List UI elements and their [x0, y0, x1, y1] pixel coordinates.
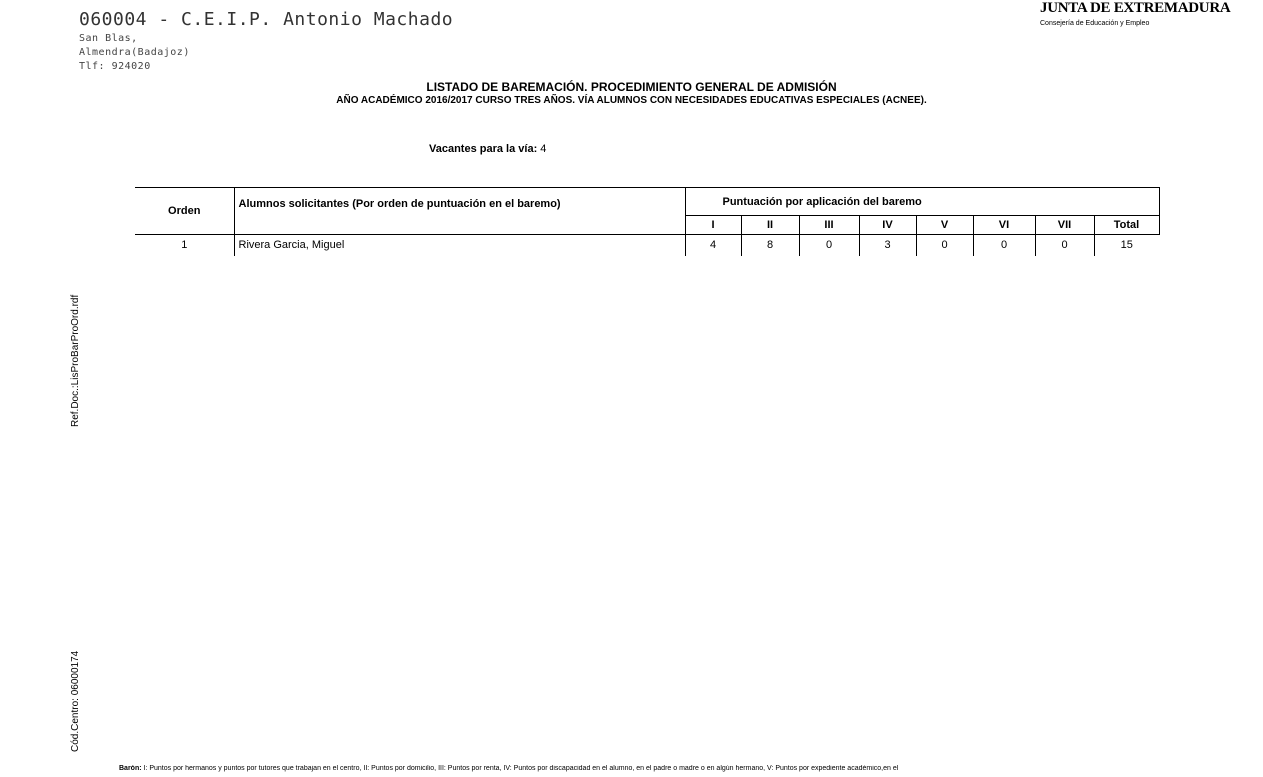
row-score: 0: [973, 235, 1035, 256]
school-phone-line: Tlf: 924020: [79, 61, 151, 72]
column-header-score: V: [916, 216, 973, 235]
column-header-score: IV: [859, 216, 916, 235]
row-score: 0: [916, 235, 973, 256]
school-address-line: Almendra(Badajoz): [79, 47, 190, 58]
side-center-code: Cód.Centro: 06000174: [70, 650, 81, 752]
document-subtitle: AÑO ACADÉMICO 2016/2017 CURSO TRES AÑOS. VÍA ALUMNOS CON NECESIDADES EDUCATIVAS ESPECIALES (ACNEE).: [336, 95, 927, 106]
side-document-reference: Ref.Doc.:LisProBarProOrd.rdf: [70, 294, 81, 427]
column-header-score-group: Puntuación por aplicación del baremo: [685, 188, 1159, 216]
column-header-score: VI: [973, 216, 1035, 235]
org-department: Consejería de Educación y Empleo: [1040, 20, 1150, 27]
row-total: 15: [1094, 235, 1159, 256]
column-header-order: Orden: [135, 188, 234, 235]
org-logo-text: JUNTA DE EXTREMADURA: [1040, 0, 1231, 16]
school-name: 060004 - C.E.I.P. Antonio Machado: [79, 9, 454, 30]
document-title: LISTADO DE BAREMACIÓN. PROCEDIMIENTO GENERAL DE ADMISIÓN: [426, 80, 837, 94]
column-header-total: Total: [1094, 216, 1159, 235]
vacancies-label: Vacantes para la vía:: [429, 143, 538, 155]
column-header-students: Alumnos solicitantes (Por orden de puntuación en el baremo): [234, 188, 685, 235]
footer-legend-label: Barón:: [119, 765, 142, 772]
column-header-score: VII: [1035, 216, 1094, 235]
scoring-table: [135, 187, 1160, 256]
row-order: 1: [181, 239, 188, 252]
footer-legend-text: I: Puntos por hermanos y puntos por tutores que trabajan en el centro, II: Puntos por domicilio, III: Puntos por renta, IV: Puntos por discapacidad en el alumno, en el padre o madre o en algún hermano, V: Puntos por expediente académico,en el: [143, 765, 899, 772]
row-score: 8: [741, 235, 799, 256]
school-address-line: San Blas,: [79, 33, 138, 44]
row-score: 3: [859, 235, 916, 256]
column-header-score: III: [799, 216, 859, 235]
footer-legend: [119, 765, 1259, 772]
column-header-score: I: [685, 216, 741, 235]
vacancies-value: 4: [540, 143, 547, 155]
row-student-name: Rivera Garcia, Miguel: [234, 235, 685, 256]
row-score: 0: [799, 235, 859, 256]
row-score: 4: [685, 235, 741, 256]
row-score: 0: [1035, 235, 1094, 256]
table-row: [135, 235, 1159, 256]
vacancies-line: [429, 143, 546, 155]
column-header-score: II: [741, 216, 799, 235]
